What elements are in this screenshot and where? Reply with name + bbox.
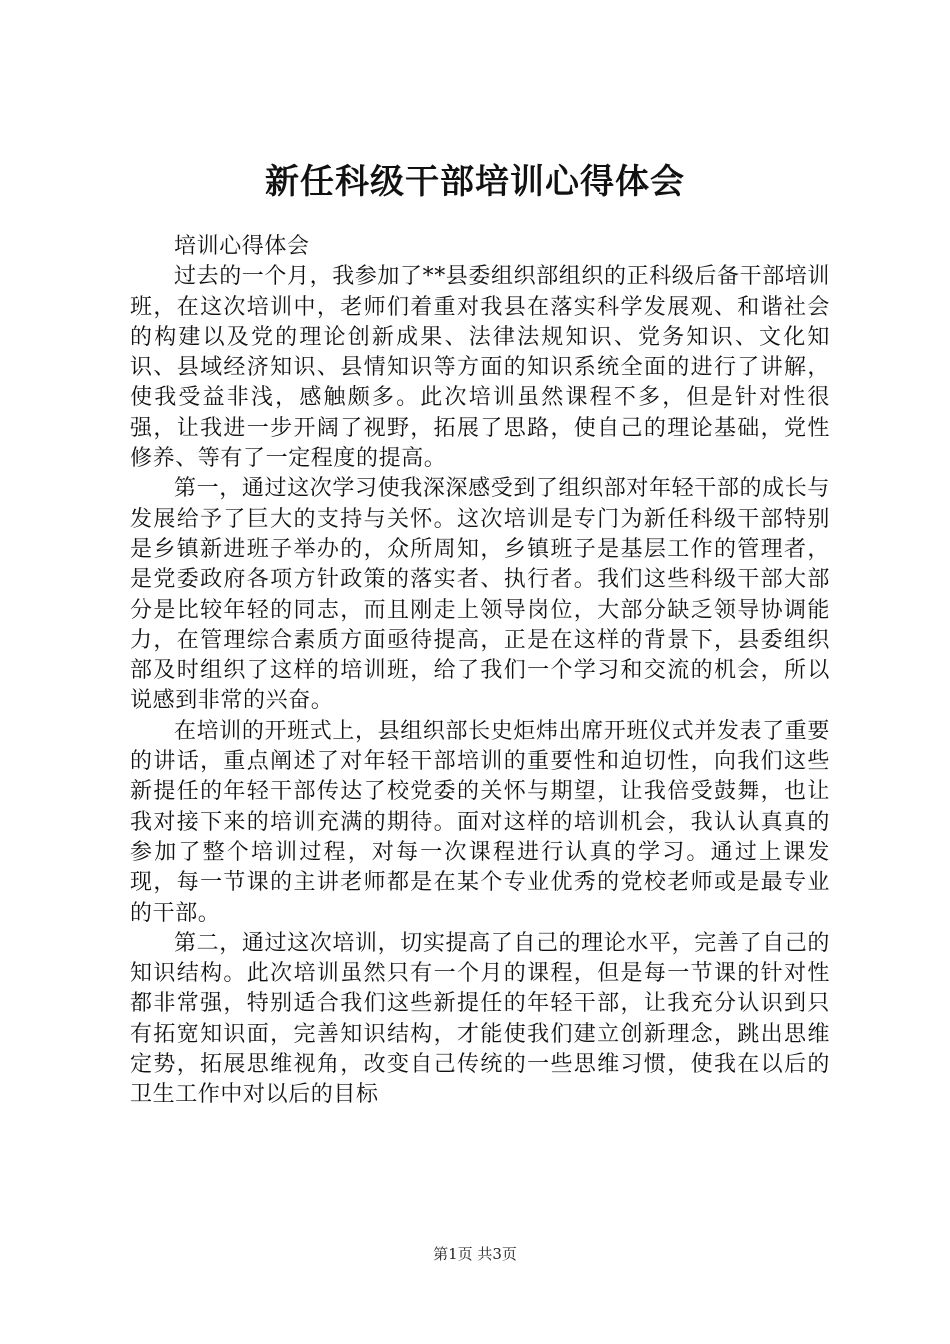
paragraph: 第一，通过这次学习使我深深感受到了组织部对年轻干部的成长与发展给予了巨大的支持与关怀。这次培训是专门为新任科级干部特别是乡镇新进班子举办的，众所周知，乡镇班子是基层工作的管理者，是党委政府各项方针政策的落实者、执行者。我们这些科级干部大部分是比较年轻的同志，而且刚走上领导岗位，大部分缺乏领导协调能力，在管理综合素质方面亟待提高，正是在这样的背景下，县委组织部及时组织了这样的培训班，给了我们一个学习和交流的机会，所以说感到非常的兴奋。: [130, 476, 830, 714]
paragraph-heading: 培训心得体会: [174, 234, 310, 259]
page-number-footer: 第1页 共3页: [433, 1245, 517, 1263]
document-title: 新任科级干部培训心得体会: [265, 162, 685, 202]
paragraph: 第二，通过这次培训，切实提高了自己的理论水平，完善了自己的知识结构。此次培训虽然只有一个月的课程，但是每一节课的针对性都非常强，特别适合我们这些新提任的年轻干部，让我充分认识到只有拓宽知识面，完善知识结构，才能使我们建立创新理念，跳出思维定势，拓展思维视角，改变自己传统的一些思维习惯，使我在以后的卫生工作中对以后的目标: [130, 930, 830, 1108]
paragraph: 在培训的开班式上，县组织部长史炬炜出席开班仪式并发表了重要的讲话，重点阐述了对年轻干部培训的重要性和迫切性，向我们这些新提任的年轻干部传达了校党委的关怀与期望，让我倍受鼓舞，也让我对接下来的培训充满的期待。面对这样的培训机会，我认认真真的参加了整个培训过程，对每一次课程进行认真的学习。通过上课发现，每一节课的主讲老师都是在某个专业优秀的党校老师或是最专业的干部。: [130, 718, 830, 926]
document-body: [130, 232, 830, 1111]
paragraph: 过去的一个月，我参加了**县委组织部组织的正科级后备干部培训班，在这次培训中，老师们着重对我县在落实科学发展观、和谐社会的构建以及党的理论创新成果、法律法规知识、党务知识、文化知识、县域经济知识、县情知识等方面的知识系统全面的进行了讲解，使我受益非浅，感触颇多。此次培训虽然课程不多，但是针对性很强，让我进一步开阔了视野，拓展了思路，使自己的理论基础，党性修养、等有了一定程度的提高。: [130, 264, 831, 472]
